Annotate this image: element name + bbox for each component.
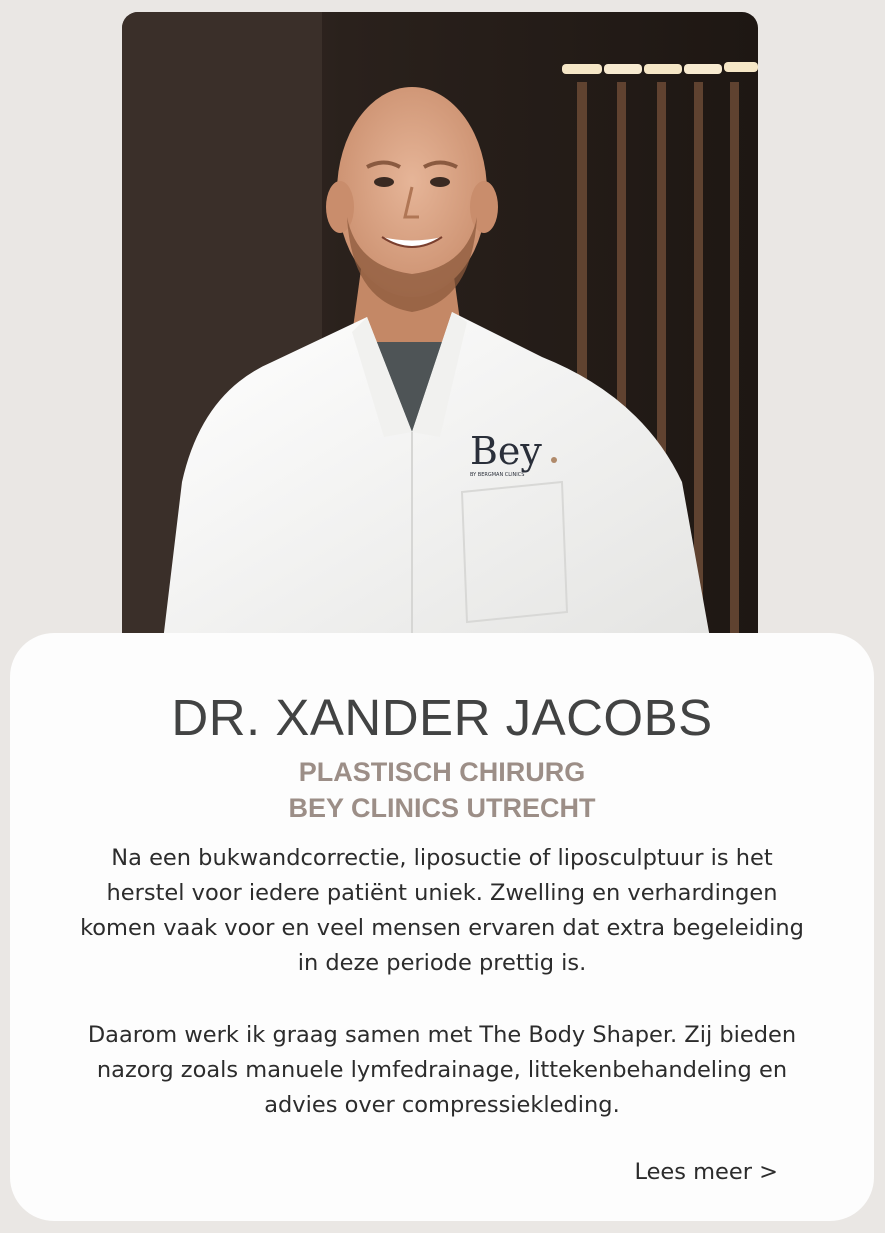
intro-paragraph: Na een bukwandcorrectie, liposuctie of liposculptuur is het herstel voor iedere patiënt uniek. Zwelling en verhardingen komen vaak voor en veel mensen ervaren dat extra begeleiding in deze periode prettig is.	[80, 845, 804, 976]
svg-text:BY BERGMAN CLINICS: BY BERGMAN CLINICS	[470, 472, 525, 478]
read-more-link[interactable]: Lees meer >	[634, 1159, 778, 1185]
doctor-name: DR. XANDER JACOBS	[171, 689, 713, 746]
doctor-title: PLASTISCH CHIRURG	[298, 757, 586, 787]
doctor-card	[10, 633, 874, 1221]
doctor-clinic: BEY CLINICS UTRECHT	[288, 793, 596, 823]
partnership-paragraph: Daarom werk ik graag samen met The Body Shaper. Zij bieden nazorg zoals manuele lymfedrainage, littekenbehandeling en advies over compressiekleding.	[87, 1022, 797, 1118]
svg-text:Bey: Bey	[470, 429, 542, 473]
doctor-photo	[122, 12, 758, 649]
